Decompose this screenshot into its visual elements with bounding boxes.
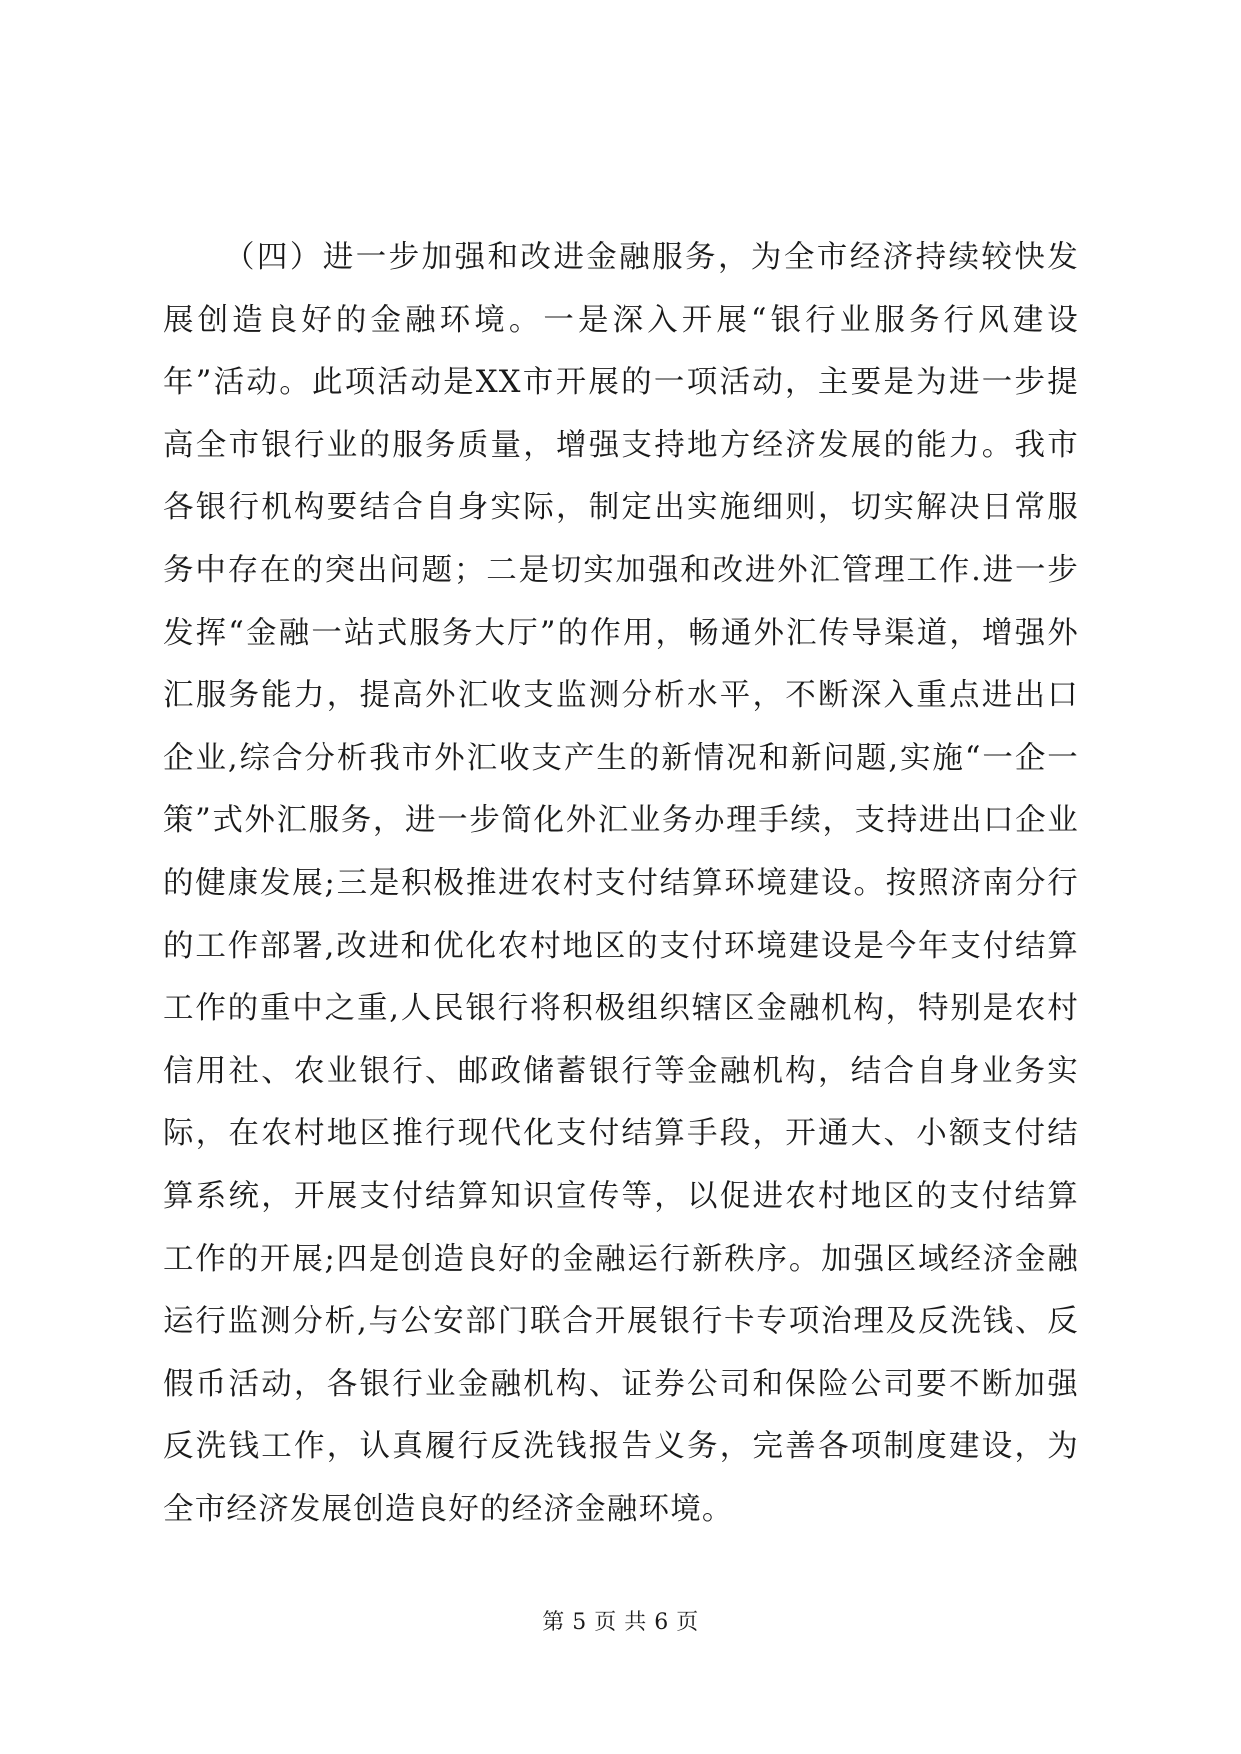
body-paragraph: （四）进一步加强和改进金融服务，为全市经济持续较快发展创造良好的金融环境。一是深入开展“银行业服务行风建设年”活动。此项活动是XX市开展的一项活动，主要是为进一步提高全市银行业的服务质量，增强支持地方经济发展的能力。我市各银行机构要结合自身实际，制定出实施细则，切实解决日常服务中存在的突出问题；二是切实加强和改进外汇管理工作.进一步发挥“金融一站式服务大厅”的作用，畅通外汇传导渠道，增强外汇服务能力，提高外汇收支监测分析水平，不断深入重点进出口企业,综合分析我市外汇收支产生的新情况和新问题,实施“一企一策”式外汇服务，进一步简化外汇业务办理手续，支持进出口企业的健康发展;三是积极推进农村支付结算环境建设。按照济南分行的工作部署,改进和优化农村地区的支付环境建设是今年支付结算工作的重中之重,人民银行将积极组织辖区金融机构，特别是农村信用社、农业银行、邮政储蓄银行等金融机构，结合自身业务实际，在农村地区推行现代化支付结算手段，开通大、小额支付结算系统，开展支付结算知识宣传等，以促进农村地区的支付结算工作的开展;四是创造良好的金融运行新秩序。加强区域经济金融运行监测分析,与公安部门联合开展银行卡专项治理及反洗钱、反假币活动，各银行业金融机构、证券公司和保险公司要不断加强反洗钱工作，认真履行反洗钱报告义务，完善各项制度建设，为全市经济发展创造良好的经济金融环境。: [163, 240, 1079, 1527]
page-footer: 第 5 页 共 6 页: [542, 1610, 699, 1635]
